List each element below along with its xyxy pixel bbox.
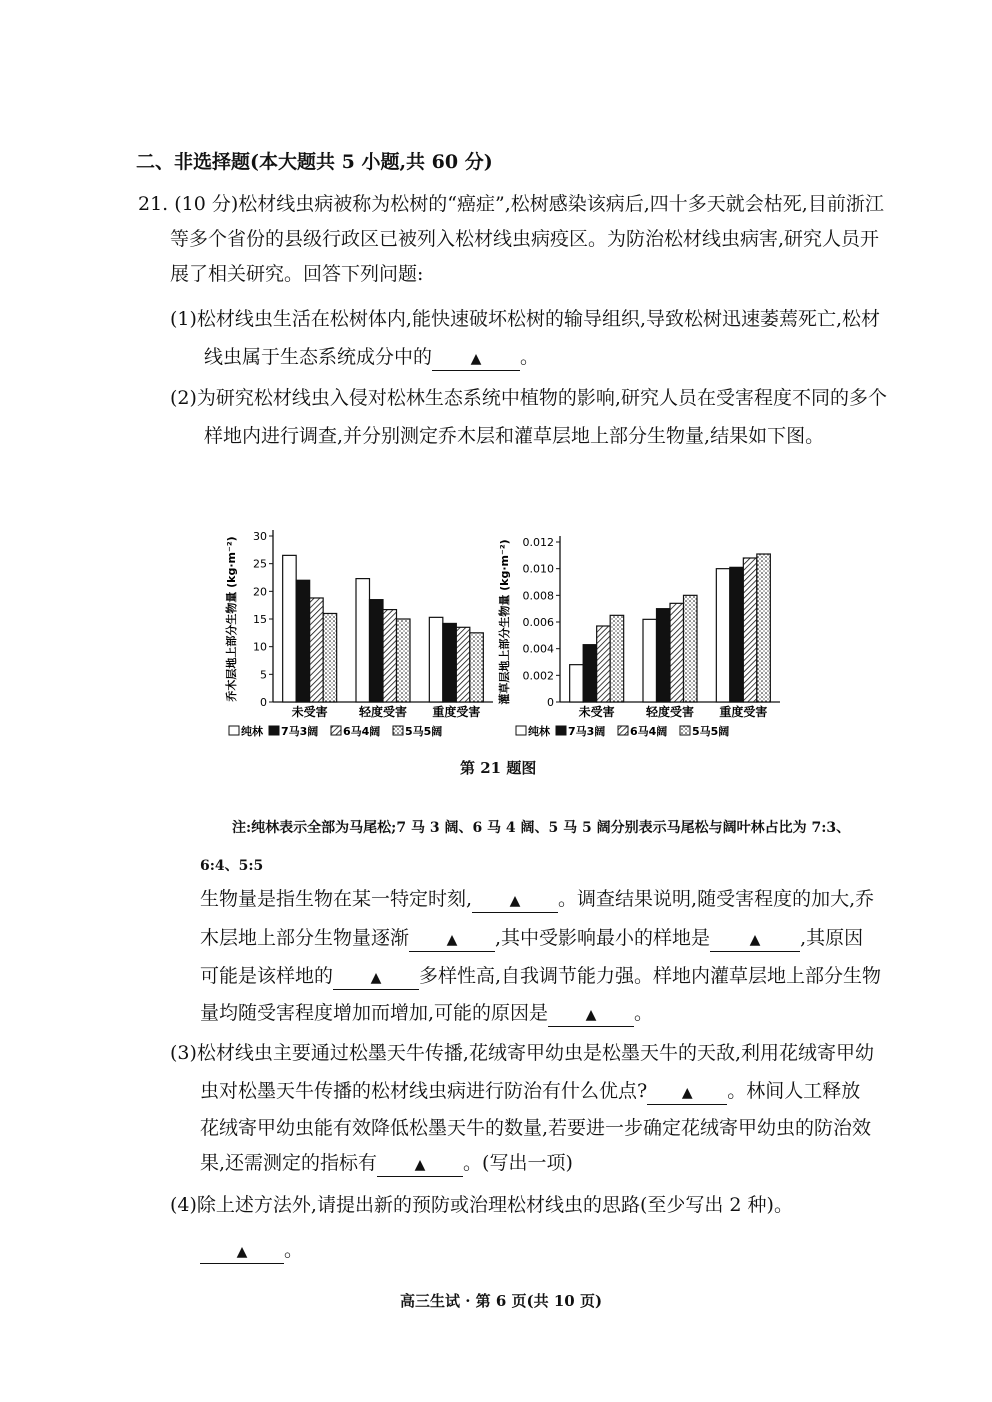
part-4-line-2 [200, 1237, 303, 1264]
bar [716, 569, 730, 702]
category-label: 重度受害 [432, 705, 481, 719]
category-label: 未受害 [291, 705, 328, 719]
bar [757, 554, 771, 702]
part-2-text-h: 量均随受害程度增加而增加,可能的原因是 [200, 1002, 549, 1024]
bar [470, 633, 484, 702]
bar [296, 580, 310, 702]
y-tick-label: 25 [253, 557, 267, 571]
part-3-line-3: 花绒寄甲幼虫能有效降低松墨天牛的数量,若要进一步确定花绒寄甲幼虫的防治效 [200, 1117, 872, 1139]
category-label: 未受害 [578, 705, 615, 719]
bar [370, 600, 384, 702]
y-tick-label: 0 [547, 696, 554, 709]
part-4-end: 。 [284, 1239, 304, 1261]
answer-mark: ▲ [509, 893, 521, 909]
legend-label: 6马4阔 [630, 725, 668, 738]
figure-charts [225, 500, 805, 750]
legend-label: 纯林 [241, 725, 263, 738]
legend-label: 5马5阔 [692, 725, 730, 738]
answer-blank[interactable] [710, 929, 800, 952]
bar [456, 627, 470, 702]
y-tick-label: 0.010 [522, 562, 554, 576]
bar [657, 609, 671, 702]
bar [583, 645, 597, 702]
part-4-line-1: (4)除上述方法外,请提出新的预防或治理松材线虫的思路(至少写出 2 种)。 [170, 1194, 793, 1216]
legend-swatch [516, 726, 526, 735]
answer-mark: ▲ [236, 1244, 248, 1260]
part-2-text-line-1 [200, 886, 874, 913]
legend-swatch [331, 726, 341, 735]
part-2-text-g: 多样性高,自我调节能力强。样地内灌草层地上部分生物 [419, 965, 882, 987]
part-2-text-e: ,其原因 [800, 927, 864, 949]
part-2-text-b: 。调查结果说明,随受害程度的加大,乔 [558, 888, 875, 910]
y-tick-label: 0 [260, 696, 267, 709]
y-tick-label: 30 [253, 530, 267, 543]
bar [670, 603, 684, 702]
part-2-text-line-3 [200, 963, 881, 990]
question-21-line-3: 展了相关研究。回答下列问题: [170, 263, 424, 285]
bar [443, 623, 457, 702]
y-tick-label: 0.012 [522, 536, 554, 549]
part-1-line-2 [204, 344, 539, 371]
part-2-text-line-4 [200, 1000, 653, 1027]
answer-mark: ▲ [370, 970, 382, 986]
part-3-text-c: 果,还需测定的指标有 [200, 1152, 378, 1174]
part-1-end: 。 [520, 346, 540, 368]
legend-label: 6马4阔 [343, 725, 381, 738]
figure-note-line-1: 注:纯林表示全部为马尾松;7 马 3 阔、6 马 4 阔、5 马 5 阔分别表示马尾松与阔叶林占比为 7:3、 [232, 820, 851, 836]
bar [310, 598, 324, 702]
answer-mark: ▲ [446, 932, 458, 948]
part-3-line-1: (3)松材线虫主要通过松墨天牛传播,花绒寄甲幼虫是松墨天牛的天敌,利用花绒寄甲幼 [170, 1042, 874, 1064]
legend-swatch [618, 726, 628, 735]
part-1-line-1: (1)松材线虫生活在松树体内,能快速破坏松树的输导组织,导致松树迅速萎蔫死亡,松材 [170, 308, 881, 330]
part-3-line-2 [200, 1078, 860, 1105]
y-tick-label: 0.008 [522, 589, 554, 603]
legend-swatch [393, 726, 403, 735]
legend-label: 纯林 [528, 725, 550, 738]
answer-mark: ▲ [749, 932, 761, 948]
y-tick-label: 0.006 [522, 616, 554, 629]
answer-blank[interactable] [409, 929, 495, 952]
category-label: 重度受害 [719, 705, 768, 719]
part-2-text-i: 。 [634, 1002, 654, 1024]
y-tick-label: 0.002 [522, 669, 554, 683]
question-21-line-2: 等多个省份的县级行政区已被列入松材线虫病疫区。为防治松材线虫病害,研究人员开 [170, 228, 880, 250]
part-2-line-2: 样地内进行调查,并分别测定乔木层和灌草层地上部分生物量,结果如下图。 [204, 425, 825, 447]
answer-mark: ▲ [470, 351, 482, 367]
answer-blank[interactable] [472, 890, 558, 913]
part-3-line-4 [200, 1150, 573, 1177]
legend-swatch [680, 726, 690, 735]
bar [356, 579, 370, 702]
part-2-line-1: (2)为研究松材线虫入侵对松林生态系统中植物的影响,研究人员在受害程度不同的多个 [170, 387, 887, 409]
answer-blank[interactable] [548, 1004, 634, 1027]
answer-blank[interactable] [647, 1082, 727, 1105]
section-header: 二、非选择题(本大题共 5 小题,共 60 分) [136, 151, 493, 173]
category-label: 轻度受害 [645, 705, 695, 719]
answer-blank[interactable] [432, 348, 520, 371]
y-axis-label: 乔木层地上部分生物量 (kg·m⁻²) [225, 536, 238, 702]
bar [323, 613, 337, 702]
part-2-text-d: ,其中受影响最小的样地是 [495, 927, 711, 949]
part-1-text: 线虫属于生态系统成分中的 [204, 346, 433, 368]
figure-caption: 第 21 题图 [460, 759, 537, 777]
shrub-layer-chart [497, 536, 780, 738]
legend-swatch [269, 726, 279, 735]
bar [610, 615, 624, 702]
bar [643, 619, 657, 702]
answer-blank[interactable] [200, 1241, 284, 1264]
answer-mark: ▲ [585, 1007, 597, 1023]
bar [597, 626, 611, 702]
y-tick-label: 20 [253, 585, 267, 599]
part-3-text-d: 。(写出一项) [463, 1152, 573, 1174]
question-21-line-1: 21. (10 分)松材线虫病被称为松树的“癌症”,松树感染该病后,四十多天就会枯死,目前浙江 [138, 193, 884, 215]
legend-label: 7马3阔 [568, 725, 606, 738]
part-2-text-f: 可能是该样地的 [200, 965, 334, 987]
bar [283, 555, 297, 702]
y-tick-label: 0.004 [522, 642, 554, 656]
bar [743, 558, 757, 702]
answer-blank[interactable] [333, 967, 419, 990]
legend-label: 5马5阔 [405, 725, 443, 738]
page-footer: 高三生试 · 第 6 页(共 10 页) [400, 1292, 603, 1310]
y-tick-label: 10 [253, 640, 267, 654]
part-2-text-a: 生物量是指生物在某一特定时刻, [200, 888, 473, 910]
arbor-layer-chart [225, 530, 493, 738]
answer-mark: ▲ [414, 1157, 426, 1173]
figure-note-line-2: 6:4、5:5 [200, 858, 264, 874]
part-2-text-c: 木层地上部分生物量逐渐 [200, 927, 410, 949]
bar [730, 567, 744, 702]
part-3-text-b: 。林间人工释放 [727, 1080, 861, 1102]
part-2-text-line-2 [200, 925, 863, 952]
bar [383, 610, 397, 702]
bar [397, 619, 411, 702]
legend-swatch [556, 726, 566, 735]
answer-blank[interactable] [377, 1154, 463, 1177]
y-tick-label: 5 [260, 668, 267, 682]
y-axis-label: 灌草层地上部分生物量 (kg·m⁻²) [498, 539, 511, 705]
bar [429, 617, 443, 702]
answer-mark: ▲ [681, 1085, 693, 1101]
legend-label: 7马3阔 [281, 725, 319, 738]
legend-swatch [229, 726, 239, 735]
y-tick-label: 15 [253, 613, 267, 626]
category-label: 轻度受害 [358, 705, 408, 719]
bar [570, 665, 584, 702]
part-3-text-a: 虫对松墨天牛传播的松材线虫病进行防治有什么优点? [200, 1080, 648, 1102]
bar [684, 595, 698, 702]
